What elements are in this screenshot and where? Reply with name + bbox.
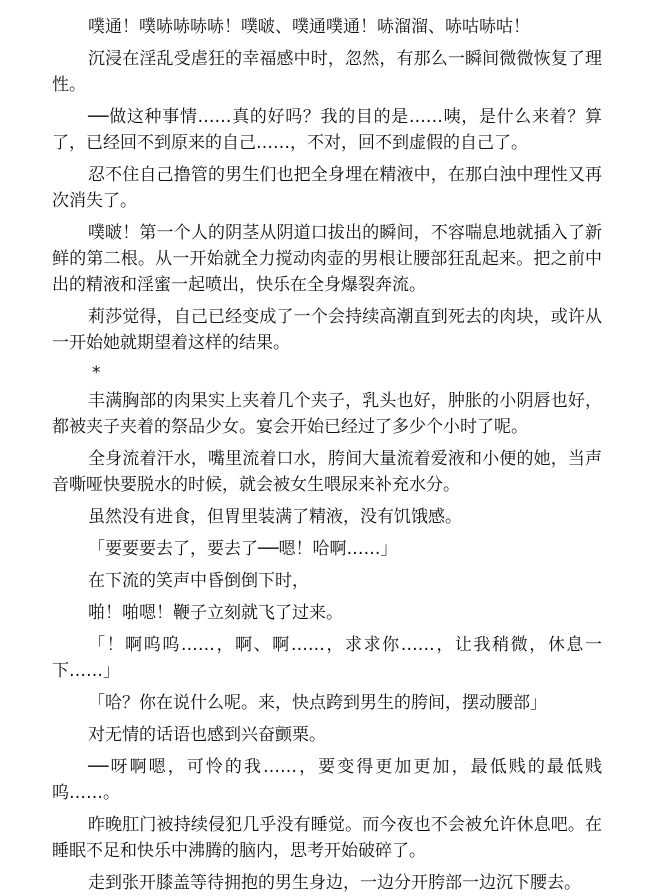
paragraph: 走到张开膝盖等待拥抱的男生身边，一边分开胯部一边沉下腰去。	[88, 873, 581, 893]
paragraph: ──呀啊嗯，可怜的我……，要变得更加更加，最低贱的最低贱呜……。	[52, 757, 602, 803]
paragraph: 噗啵！第一个人的阴茎从阴道口拔出的瞬间，不容喘息地就插入了新鲜的第二根。从一开始就全力搅动肉壶的男根让腰部狂乱起来。把之前中出的精液和淫蜜一起喷出，快乐在全身爆裂奔流。	[52, 223, 602, 295]
paragraph: 虽然没有进食，但胃里装满了精液，没有饥饿感。	[88, 507, 462, 527]
paragraph: 莉莎觉得，自己已经变成了一个会持续高潮直到死去的肉块，或许从一开始她就期望着这样的结果。	[52, 307, 602, 353]
paragraph: 忍不住自己撸管的男生们也把全身埋在精液中，在那白浊中理性又再次消失了。	[52, 165, 602, 211]
paragraph: 「哈？你在说什么呢。来，快点跨到男生的胯间，摆动腰部」	[88, 693, 547, 713]
paragraph: 噗通！噗哧哧哧哧！噗啵、噗通噗通！哧溜溜、哧咕哧咕！	[88, 17, 530, 37]
paragraph: 在下流的笑声中昏倒倒下时，	[88, 571, 309, 591]
paragraph: 昨晚肛门被持续侵犯几乎没有睡觉。而今夜也不会被允许休息吧。在睡眠不足和快乐中沸腾的脑内，思考开始破碎了。	[52, 815, 602, 861]
paragraph: 丰满胸部的肉果实上夹着几个夹子，乳头也好，肿胀的小阴唇也好，都被夹子夹着的祭品少女。宴会开始已经过了多少个小时了呢。	[52, 391, 602, 437]
paragraph: 沉浸在淫乱受虐狂的幸福感中时，忽然，有那么一瞬间微微恢复了理性。	[52, 49, 602, 95]
paragraph: 啪！啪嗯！鞭子立刻就飞了过来。	[88, 603, 343, 623]
paragraph: 对无情的话语也感到兴奋颤栗。	[88, 725, 326, 745]
paragraph: 全身流着汗水，嘴里流着口水，胯间大量流着爱液和小便的她，当声音嘶哑快要脱水的时候，就会被女生喂尿来补充水分。	[52, 449, 602, 495]
paragraph: 「要要要去了，要去了──嗯！哈啊……」	[88, 539, 398, 559]
paragraph: ──做这种事情……真的好吗？我的目的是……咦，是什么来着？算了，已经回不到原来的自己……，不对，回不到虚假的自己了。	[52, 107, 602, 153]
scene-separator: *	[92, 363, 101, 383]
paragraph: 「！啊呜呜……，啊、啊……，求求你……，让我稍微，休息一下……」	[52, 635, 602, 681]
